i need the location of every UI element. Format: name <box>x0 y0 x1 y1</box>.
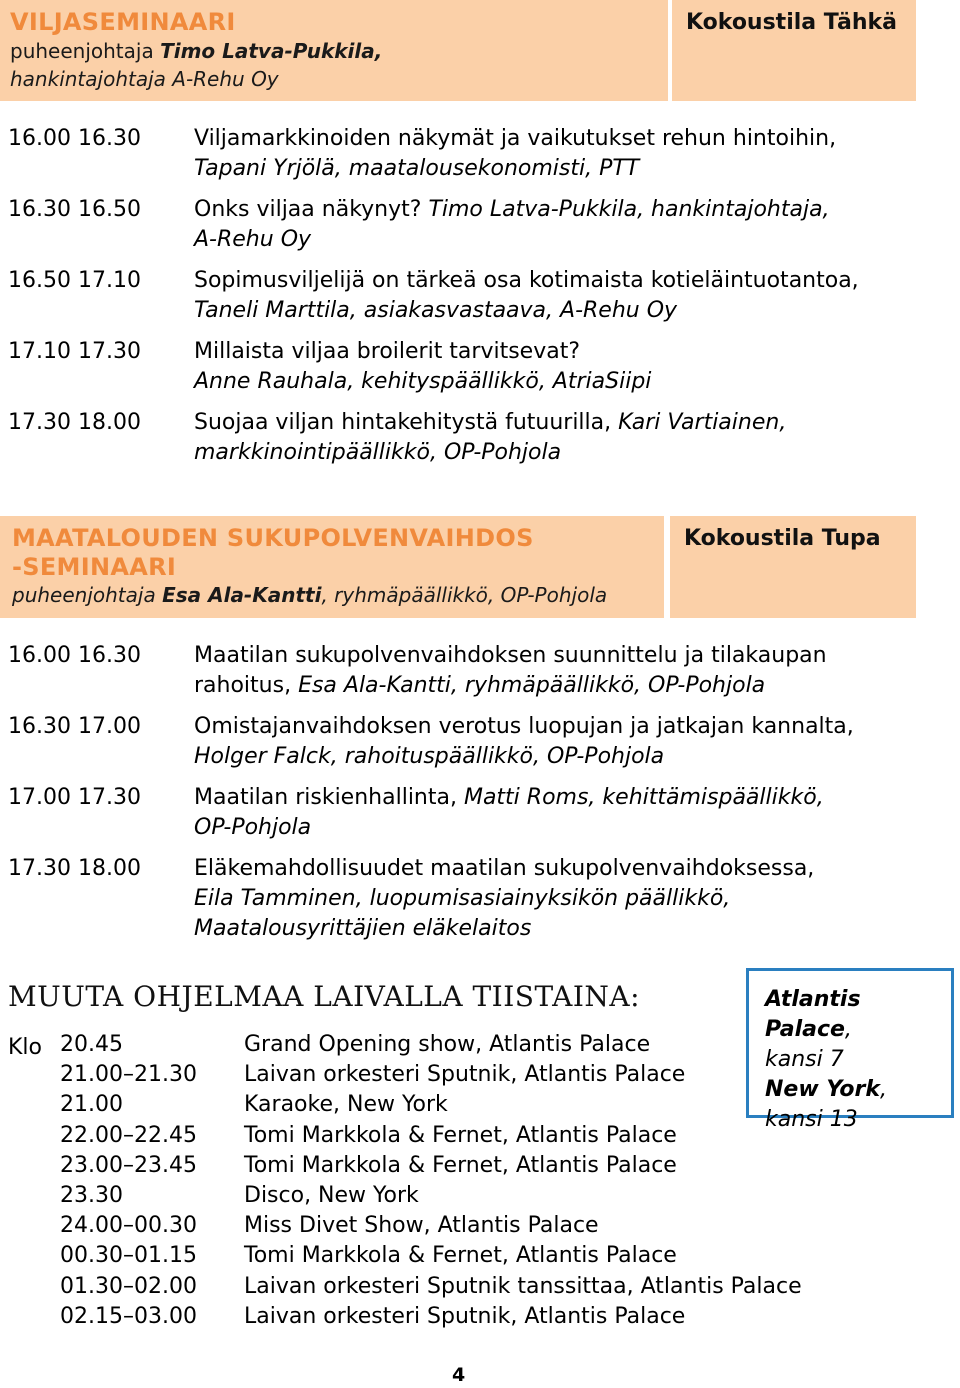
desc-line2: markkinointipäällikkö, OP-Pohjola <box>194 440 562 465</box>
other-program-title: MUUTA OHJELMAA LAIVALLA TIISTAINA: <box>8 980 641 1013</box>
schedule-desc <box>194 337 938 397</box>
schedule-row <box>8 408 938 468</box>
desc-line1: Suojaa viljan hintakehitystä futuurilla, <box>194 410 619 435</box>
deck2-label: kansi 13 <box>765 1107 858 1132</box>
venue-info-box <box>746 968 954 1132</box>
desc-line1: Onks viljaa näkynyt? <box>194 197 429 222</box>
schedule-row <box>8 266 938 326</box>
seminar2-venue <box>670 516 916 618</box>
program-row <box>60 1030 860 1060</box>
page-number: 4 <box>452 1364 466 1386</box>
schedule-desc <box>194 408 938 468</box>
schedule-desc <box>194 854 938 944</box>
program-time: 02.15–03.00 <box>60 1303 197 1329</box>
desc-line1: Maatilan sukupolvenvaihdoksen suunnittelu ja tilakaupan <box>194 643 827 668</box>
schedule-row <box>8 712 938 772</box>
program-row <box>60 1090 860 1120</box>
program-desc: Tomi Markkola & Fernet, Atlantis Palace <box>244 1122 677 1148</box>
schedule-time: 16.30 16.50 <box>8 197 141 222</box>
schedule-row <box>8 124 938 184</box>
desc-line2: Tapani Yrjölä, maatalousekonomisti, PTT <box>194 156 640 181</box>
program-time: 23.30 <box>60 1183 123 1209</box>
seminar1-chair-prefix: puheenjohtaja <box>10 39 161 63</box>
program-time: 01.30–02.00 <box>60 1273 197 1299</box>
seminar1-chair-role: hankintajohtaja A-Rehu Oy <box>10 67 279 91</box>
program-time: 21.00 <box>60 1092 123 1118</box>
schedule-row <box>8 854 938 944</box>
program-row <box>60 1060 860 1090</box>
other-program-list <box>60 1030 860 1332</box>
program-time: 21.00–21.30 <box>60 1062 197 1088</box>
program-desc: Tomi Markkola & Fernet, Atlantis Palace <box>244 1152 677 1178</box>
desc-line2: A-Rehu Oy <box>194 227 312 252</box>
schedule-time: 16.00 16.30 <box>8 643 141 668</box>
seminar1-chair <box>10 37 658 65</box>
schedule-desc <box>194 783 938 843</box>
program-row <box>60 1272 860 1302</box>
schedule-row <box>8 337 938 397</box>
program-desc: Laivan orkesteri Sputnik, Atlantis Palace <box>244 1062 686 1088</box>
desc-line2-upright: rahoitus, <box>194 673 299 698</box>
desc-line2: Anne Rauhala, kehityspäällikkö, AtriaSiipi <box>194 369 652 394</box>
seminar2-title-line1: MAATALOUDEN SUKUPOLVENVAIHDOS <box>12 524 534 552</box>
schedule-row <box>8 195 938 255</box>
program-desc: Grand Opening show, Atlantis Palace <box>244 1032 651 1057</box>
desc-line1-italic: Matti Roms, kehittämispäällikkö, <box>463 785 824 810</box>
schedule-time: 17.30 18.00 <box>8 856 141 881</box>
seminar2-chair-name: Esa Ala-Kantti <box>162 583 322 607</box>
desc-line1: Millaista viljaa broilerit tarvitsevat? <box>194 339 581 364</box>
schedule-time: 16.00 16.30 <box>8 126 141 151</box>
schedule-desc <box>194 195 938 255</box>
program-desc: Disco, New York <box>244 1183 419 1209</box>
deck1-label: kansi 7 <box>765 1047 844 1072</box>
program-desc: Miss Divet Show, Atlantis Palace <box>244 1213 599 1239</box>
seminar2-venue-label: Kokoustila Tupa <box>684 526 881 551</box>
schedule-row <box>8 641 938 701</box>
program-time: 24.00–00.30 <box>60 1213 197 1239</box>
place2-name: New York <box>765 1077 881 1102</box>
desc-line1-italic: Kari Vartiainen, <box>618 410 787 435</box>
desc-line2: Esa Ala-Kantti, ryhmäpäällikkö, OP-Pohjola <box>298 673 766 698</box>
seminar1-venue-label: Kokoustila Tähkä <box>686 10 898 35</box>
program-row <box>60 1211 860 1241</box>
schedule-time: 17.30 18.00 <box>8 410 141 435</box>
program-desc: Laivan orkesteri Sputnik, Atlantis Palace <box>244 1303 686 1329</box>
schedule-desc <box>194 641 938 701</box>
schedule-desc <box>194 712 938 772</box>
program-time: 23.00–23.45 <box>60 1152 197 1178</box>
seminar2-chair <box>12 582 652 608</box>
schedule-time: 16.50 17.10 <box>8 268 141 293</box>
program-desc: Laivan orkesteri Sputnik tanssittaa, Atlantis Palace <box>244 1273 802 1299</box>
seminar2-title-line2: -SEMINAARI <box>12 553 177 581</box>
place1-sep: , <box>844 1017 852 1042</box>
place2-sep: , <box>880 1077 888 1102</box>
program-time: 00.30–01.15 <box>60 1243 197 1269</box>
desc-line1: Viljamarkkinoiden näkymät ja vaikutukset rehun hintoihin, <box>194 126 837 151</box>
desc-line2: OP-Pohjola <box>194 815 312 840</box>
program-row <box>60 1151 860 1181</box>
desc-line1: Omistajanvaihdoksen verotus luopujan ja jatkajan kannalta, <box>194 714 854 739</box>
seminar2-header <box>0 516 664 618</box>
desc-line1: Maatilan riskienhallinta, <box>194 785 464 810</box>
seminar2-chair-role: , ryhmäpäällikkö, OP-Pohjola <box>321 583 608 607</box>
desc-line3: Maatalousyrittäjien eläkelaitos <box>194 916 532 941</box>
seminar1-venue <box>672 0 916 101</box>
seminar2-chair-prefix: puheenjohtaja <box>12 583 163 607</box>
desc-line1-italic: Timo Latva-Pukkila, hankintajohtaja, <box>428 197 830 222</box>
program-row <box>60 1241 860 1271</box>
desc-line2: Taneli Marttila, asiakasvastaava, A-Rehu Oy <box>194 298 678 323</box>
seminar1-header <box>0 0 668 101</box>
desc-line1: Eläkemahdollisuudet maatilan sukupolvenvaihdoksessa, <box>194 856 815 881</box>
desc-line2: Holger Falck, rahoituspäällikkö, OP-Pohjola <box>194 744 665 769</box>
program-desc: Karaoke, New York <box>244 1092 448 1118</box>
schedule-desc <box>194 124 938 184</box>
seminar1-title: VILJASEMINAARI <box>10 8 236 36</box>
desc-line1: Sopimusviljelijä on tärkeä osa kotimaista kotieläintuotantoa, <box>194 268 859 293</box>
klo-label: Klo <box>8 1035 42 1060</box>
program-row <box>60 1302 860 1332</box>
schedule-desc <box>194 266 938 326</box>
schedule-time: 17.10 17.30 <box>8 339 141 364</box>
schedule-row <box>8 783 938 843</box>
seminar2-schedule <box>8 641 938 955</box>
schedule-time: 16.30 17.00 <box>8 714 141 739</box>
place1-name: Atlantis Palace <box>765 987 861 1042</box>
seminar1-chair-name: Timo Latva-Pukkila, <box>160 39 383 63</box>
program-time: 20.45 <box>60 1032 123 1057</box>
program-time: 22.00–22.45 <box>60 1122 197 1148</box>
program-row <box>60 1121 860 1151</box>
schedule-time: 17.00 17.30 <box>8 785 141 810</box>
program-row <box>60 1181 860 1211</box>
seminar1-schedule <box>8 124 938 479</box>
program-desc: Tomi Markkola & Fernet, Atlantis Palace <box>244 1243 677 1269</box>
desc-line2: Eila Tamminen, luopumisasiainyksikön päällikkö, <box>194 886 731 911</box>
